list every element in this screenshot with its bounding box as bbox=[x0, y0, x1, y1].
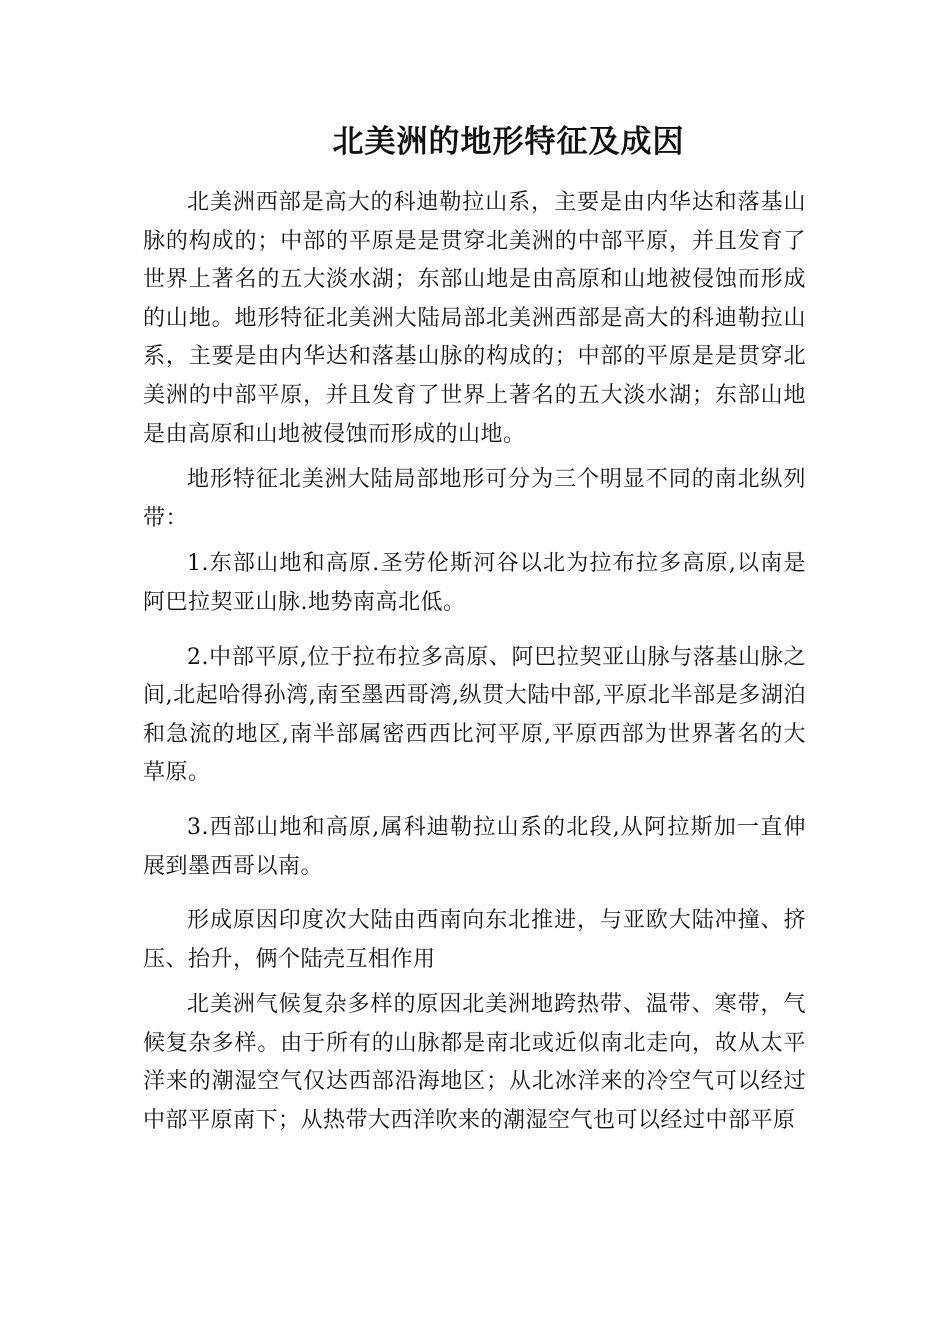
paragraph-formation-cause: 形成原因印度次大陆由西南向东北推进，与亚欧大陆冲撞、挤压、抬升，俩个陆壳互相作用 bbox=[143, 908, 806, 972]
list-item-eastern-highlands: 1.东部山地和高原.圣劳伦斯河谷以北为拉布拉多高原,以南是阿巴拉契亚山脉.地势南高北低。 bbox=[143, 551, 806, 615]
paragraph-climate: 北美洲气候复杂多样的原因北美洲地跨热带、温带、寒带，气候复杂多样。由于所有的山脉都是南北或近似南北走向，故从太平洋来的潮湿空气仅达西部沿海地区；从北冰洋来的冷空气可以经过中部平原南下；从热带大西洋吹来的潮湿空气也可以经过中部平原 bbox=[143, 992, 806, 1134]
list-item-western-mountains: 3.西部山地和高原,属科迪勒拉山系的北段,从阿拉斯加一直伸展到墨西哥以南。 bbox=[143, 814, 806, 879]
paragraph-terrain-overview: 北美洲西部是高大的科迪勒拉山系，主要是由内华达和落基山脉的构成的；中部的平原是是贯穿北美洲的中部平原，并且发育了世界上著名的五大淡水湖；东部山地是由高原和山地被侵蚀而形成的山地。地形特征北美洲大陆局部北美洲西部是高大的科迪勒拉山系，主要是由内华达和落基山脉的构成的；中部的平原是是贯穿北美洲的中部平原，并且发育了世界上著名的五大淡水湖；东部山地是由高原和山地被侵蚀而形成的山地。 bbox=[143, 190, 806, 447]
paragraph-terrain-belts: 地形特征北美洲大陆局部地形可分为三个明显不同的南北纵列带： bbox=[143, 467, 806, 531]
document-body bbox=[143, 118, 806, 1148]
document-title: 北美洲的地形特征及成因 bbox=[332, 124, 685, 160]
list-item-central-plains: 2.中部平原,位于拉布拉多高原、阿巴拉契亚山脉与落基山脉之间,北起哈得孙湾,南至墨西哥湾,纵贯大陆中部,平原北半部是多湖泊和急流的地区,南半部属密西西比河平原,平原西部为世界著名的大草原。 bbox=[143, 644, 806, 786]
